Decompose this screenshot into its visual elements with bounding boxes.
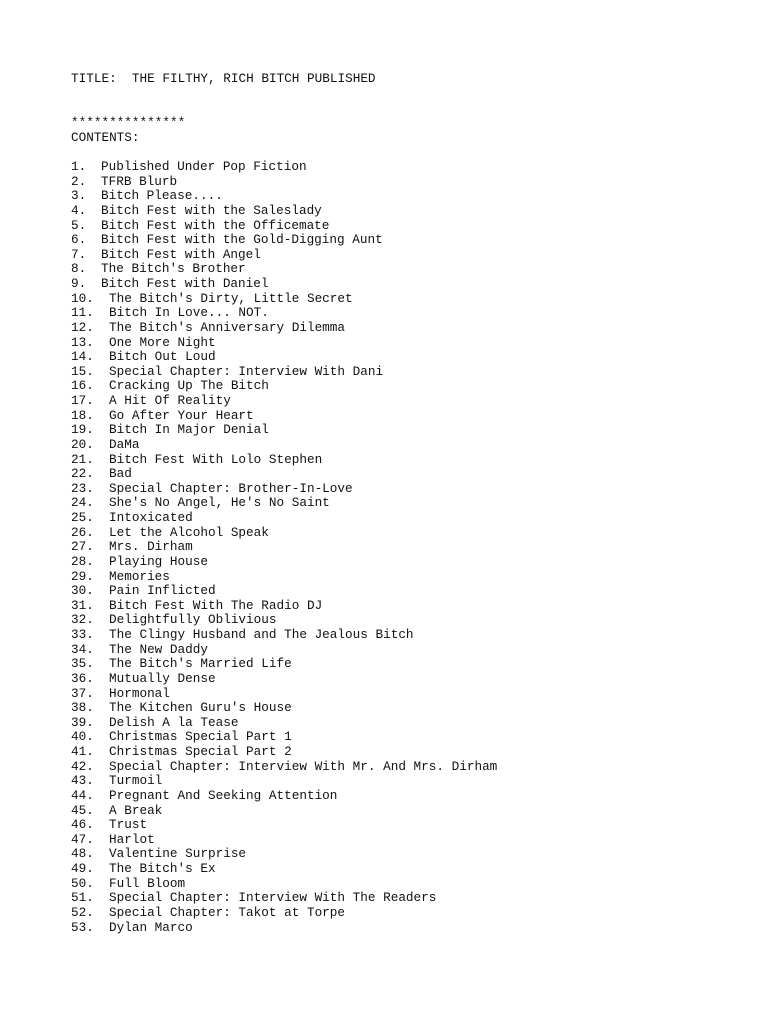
toc-item-number: 30. bbox=[71, 583, 94, 599]
toc-item bbox=[71, 321, 751, 336]
toc-item-number: 7. bbox=[71, 246, 87, 262]
toc-item-number: 40. bbox=[71, 729, 94, 745]
toc-item-title: Bitch Fest With The Radio DJ bbox=[109, 597, 323, 613]
toc-item-number: 21. bbox=[71, 451, 94, 467]
toc-item-title: Special Chapter: Interview With The Readers bbox=[109, 890, 437, 906]
toc-item-title: Cracking Up The Bitch bbox=[109, 378, 269, 394]
toc-item-title: Hormonal bbox=[109, 685, 170, 701]
toc-item-number: 38. bbox=[71, 700, 94, 716]
toc-item-title: The Bitch's Ex bbox=[109, 861, 216, 877]
toc-item-number: 19. bbox=[71, 422, 94, 438]
toc-item-title: Published Under Pop Fiction bbox=[101, 159, 307, 175]
toc-item-number: 37. bbox=[71, 685, 94, 701]
toc-item bbox=[71, 657, 751, 672]
toc-item bbox=[71, 292, 751, 307]
toc-item-title: One More Night bbox=[109, 334, 216, 350]
toc-item-number: 51. bbox=[71, 890, 94, 906]
toc-item-title: Special Chapter: Interview With Dani bbox=[109, 363, 384, 379]
toc-item-title: Pain Inflicted bbox=[109, 583, 216, 599]
toc-item-title: Bitch Fest with the Saleslady bbox=[101, 202, 322, 218]
toc-item-number: 39. bbox=[71, 714, 94, 730]
toc-item bbox=[71, 379, 751, 394]
toc-item bbox=[71, 862, 751, 877]
toc-item-number: 35. bbox=[71, 656, 94, 672]
toc-item-title: Bitch Fest with Angel bbox=[101, 246, 261, 262]
toc-item-number: 6. bbox=[71, 232, 87, 248]
toc-item bbox=[71, 687, 751, 702]
toc-item bbox=[71, 394, 751, 409]
toc-item-title: Dylan Marco bbox=[109, 919, 193, 935]
toc-item bbox=[71, 306, 751, 321]
toc-item-title: A Hit Of Reality bbox=[109, 393, 231, 409]
toc-item-title: Bitch Fest with the Officemate bbox=[101, 217, 330, 233]
toc-item-title: Bitch Please.... bbox=[101, 188, 223, 204]
toc-item bbox=[71, 789, 751, 804]
document-page bbox=[71, 72, 751, 935]
toc-item bbox=[71, 774, 751, 789]
toc-item-title: The Bitch's Dirty, Little Secret bbox=[109, 290, 353, 306]
toc-item-title: TFRB Blurb bbox=[101, 173, 178, 189]
toc-item-number: 53. bbox=[71, 919, 94, 935]
toc-item bbox=[71, 921, 751, 936]
toc-item bbox=[71, 189, 751, 204]
table-of-contents bbox=[71, 160, 751, 935]
toc-item-title: Go After Your Heart bbox=[109, 407, 254, 423]
toc-item-number: 33. bbox=[71, 627, 94, 643]
toc-item bbox=[71, 482, 751, 497]
toc-item-number: 25. bbox=[71, 510, 94, 526]
toc-item bbox=[71, 555, 751, 570]
toc-item-number: 50. bbox=[71, 875, 94, 891]
toc-item-number: 31. bbox=[71, 597, 94, 613]
separator-stars: *************** bbox=[71, 114, 186, 130]
toc-item-number: 46. bbox=[71, 817, 94, 833]
toc-item bbox=[71, 496, 751, 511]
toc-item-title: The Bitch's Brother bbox=[101, 261, 246, 277]
toc-item-number: 13. bbox=[71, 334, 94, 350]
toc-item-title: A Break bbox=[109, 802, 163, 818]
toc-item bbox=[71, 467, 751, 482]
toc-item-number: 34. bbox=[71, 641, 94, 657]
toc-item-number: 28. bbox=[71, 553, 94, 569]
toc-item-title: Bad bbox=[109, 466, 132, 482]
toc-item-number: 44. bbox=[71, 787, 94, 803]
toc-item-number: 24. bbox=[71, 495, 94, 511]
toc-item-number: 1. bbox=[71, 159, 87, 175]
toc-item-title: Bitch Fest with the Gold-Digging Aunt bbox=[101, 232, 383, 248]
toc-item bbox=[71, 760, 751, 775]
toc-item bbox=[71, 716, 751, 731]
toc-item-number: 15. bbox=[71, 363, 94, 379]
toc-item-number: 22. bbox=[71, 466, 94, 482]
toc-item bbox=[71, 730, 751, 745]
toc-item-title: Special Chapter: Interview With Mr. And Mrs. Dirham bbox=[109, 758, 498, 774]
toc-item-title: Mutually Dense bbox=[109, 670, 216, 686]
toc-item-number: 12. bbox=[71, 319, 94, 335]
toc-item-number: 32. bbox=[71, 612, 94, 628]
toc-item-number: 42. bbox=[71, 758, 94, 774]
toc-item-title: Christmas Special Part 1 bbox=[109, 729, 292, 745]
toc-item-number: 18. bbox=[71, 407, 94, 423]
toc-item bbox=[71, 409, 751, 424]
toc-item bbox=[71, 262, 751, 277]
toc-item-number: 43. bbox=[71, 773, 94, 789]
toc-item-title: The Kitchen Guru's House bbox=[109, 700, 292, 716]
toc-item-number: 2. bbox=[71, 173, 87, 189]
toc-item bbox=[71, 745, 751, 760]
toc-item bbox=[71, 365, 751, 380]
toc-item bbox=[71, 453, 751, 468]
toc-item-title: Memories bbox=[109, 568, 170, 584]
toc-item-title: The Bitch's Married Life bbox=[109, 656, 292, 672]
toc-item-title: Bitch In Major Denial bbox=[109, 422, 269, 438]
toc-item-number: 10. bbox=[71, 290, 94, 306]
toc-item-title: Bitch Out Loud bbox=[109, 349, 216, 365]
toc-item-number: 29. bbox=[71, 568, 94, 584]
toc-item-number: 17. bbox=[71, 393, 94, 409]
toc-item bbox=[71, 906, 751, 921]
toc-item-number: 16. bbox=[71, 378, 94, 394]
toc-item-number: 52. bbox=[71, 904, 94, 920]
toc-item-number: 26. bbox=[71, 524, 94, 540]
toc-item-title: Special Chapter: Takot at Torpe bbox=[109, 904, 346, 920]
toc-item bbox=[71, 526, 751, 541]
toc-item-title: Pregnant And Seeking Attention bbox=[109, 787, 338, 803]
toc-item-number: 48. bbox=[71, 846, 94, 862]
toc-item bbox=[71, 818, 751, 833]
toc-item-title: Valentine Surprise bbox=[109, 846, 247, 862]
toc-item-number: 14. bbox=[71, 349, 94, 365]
toc-item bbox=[71, 804, 751, 819]
toc-item-title: She's No Angel, He's No Saint bbox=[109, 495, 330, 511]
toc-item bbox=[71, 350, 751, 365]
toc-item-title: The Bitch's Anniversary Dilemma bbox=[109, 319, 346, 335]
toc-item bbox=[71, 891, 751, 906]
toc-item bbox=[71, 175, 751, 190]
toc-item-title: Bitch Fest With Lolo Stephen bbox=[109, 451, 323, 467]
toc-item-title: Turmoil bbox=[109, 773, 163, 789]
toc-item-number: 27. bbox=[71, 539, 94, 555]
contents-heading: CONTENTS: bbox=[71, 130, 140, 146]
toc-item bbox=[71, 219, 751, 234]
toc-item-title: Intoxicated bbox=[109, 510, 193, 526]
toc-item-title: Mrs. Dirham bbox=[109, 539, 193, 555]
toc-item bbox=[71, 277, 751, 292]
toc-item bbox=[71, 540, 751, 555]
toc-item-title: Let the Alcohol Speak bbox=[109, 524, 269, 540]
toc-item-number: 8. bbox=[71, 261, 87, 277]
toc-item bbox=[71, 701, 751, 716]
toc-item-number: 23. bbox=[71, 480, 94, 496]
toc-item bbox=[71, 233, 751, 248]
toc-item bbox=[71, 847, 751, 862]
toc-item bbox=[71, 160, 751, 175]
toc-item-number: 47. bbox=[71, 831, 94, 847]
toc-item-title: Harlot bbox=[109, 831, 155, 847]
toc-item-number: 11. bbox=[71, 305, 94, 321]
toc-item bbox=[71, 204, 751, 219]
toc-item bbox=[71, 833, 751, 848]
toc-item bbox=[71, 584, 751, 599]
toc-item-title: Bitch Fest with Daniel bbox=[101, 276, 269, 292]
toc-item-title: Bitch In Love... NOT. bbox=[109, 305, 269, 321]
toc-item-title: Playing House bbox=[109, 553, 208, 569]
toc-item-number: 36. bbox=[71, 670, 94, 686]
toc-item bbox=[71, 877, 751, 892]
toc-item-number: 5. bbox=[71, 217, 87, 233]
toc-item bbox=[71, 672, 751, 687]
document-title: TITLE: THE FILTHY, RICH BITCH PUBLISHED bbox=[71, 71, 376, 86]
toc-item-number: 3. bbox=[71, 188, 87, 204]
toc-item bbox=[71, 628, 751, 643]
toc-item-number: 41. bbox=[71, 744, 94, 760]
toc-item-title: Special Chapter: Brother-In-Love bbox=[109, 480, 353, 496]
toc-item bbox=[71, 248, 751, 263]
toc-item bbox=[71, 423, 751, 438]
toc-item-title: DaMa bbox=[109, 436, 140, 452]
toc-item bbox=[71, 570, 751, 585]
toc-item-number: 49. bbox=[71, 861, 94, 877]
toc-item-number: 4. bbox=[71, 202, 87, 218]
toc-item bbox=[71, 599, 751, 614]
toc-item-title: Full Bloom bbox=[109, 875, 186, 891]
toc-item-title: Trust bbox=[109, 817, 148, 833]
toc-item bbox=[71, 643, 751, 658]
toc-item-title: Delish A la Tease bbox=[109, 714, 239, 730]
toc-item-number: 9. bbox=[71, 276, 87, 292]
toc-item-number: 45. bbox=[71, 802, 94, 818]
toc-item-title: Delightfully Oblivious bbox=[109, 612, 277, 628]
toc-item bbox=[71, 511, 751, 526]
toc-item bbox=[71, 336, 751, 351]
toc-item bbox=[71, 438, 751, 453]
toc-item-title: The Clingy Husband and The Jealous Bitch bbox=[109, 627, 414, 643]
toc-item-title: Christmas Special Part 2 bbox=[109, 744, 292, 760]
toc-item bbox=[71, 613, 751, 628]
toc-item-title: The New Daddy bbox=[109, 641, 208, 657]
toc-item-number: 20. bbox=[71, 436, 94, 452]
